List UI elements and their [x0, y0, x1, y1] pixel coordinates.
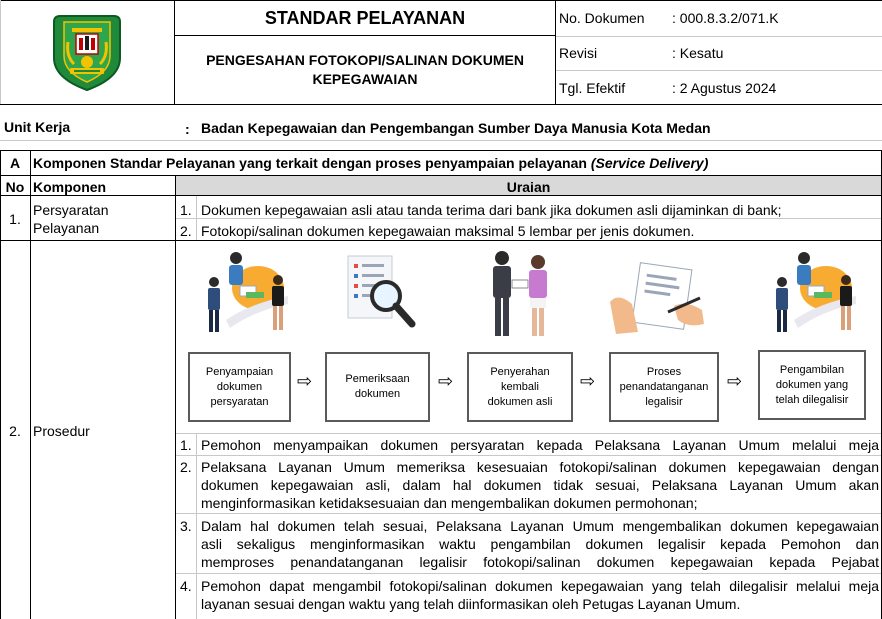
step-num-3: 3. [180, 518, 192, 534]
meta-value-effective-date: : 2 Agustus 2024 [672, 80, 777, 96]
requirement-num-1: 1. [180, 202, 192, 218]
requirement-text-2: Fotokopi/salinan dokumen kepegawaian maksimal 5 lembar per jenis dokumen. [201, 223, 695, 239]
section-letter: A [9, 155, 21, 171]
flow-step-3-line3: dokumen asli [487, 395, 553, 408]
component-persyaratan-line2: Pelayanan [33, 220, 100, 236]
step-text-3-line2: asli sekaligus menginformasikan waktu pengambilan dokumen legalisir kepada Pemohon dan [201, 536, 879, 552]
row-number-1: 1. [9, 211, 21, 227]
step-num-4: 4. [180, 578, 192, 594]
flow-step-2-line1: Pemeriksaan [345, 373, 410, 385]
meta-value-revision: : Kesatu [672, 45, 724, 61]
meta-value-document-number: : 000.8.3.2/071.K [672, 10, 779, 26]
flow-arrow-2: ⇨ [438, 371, 454, 391]
component-persyaratan-line1: Persyaratan [33, 202, 109, 218]
step-text-2-line2: dokumen kepegawaian asli, dalam hal dokumen tidak sesuai, Pelaksana Layanan Umum akan [201, 477, 879, 493]
document-subtitle-line2: KEPEGAWAIAN [312, 71, 418, 87]
flow-step-1-line1: Penyampaian [205, 365, 274, 378]
column-header-description: Uraian [506, 179, 551, 195]
unit-value: Badan Kepegawaian dan Pengembangan Sumber Daya Manusia Kota Medan [201, 120, 711, 136]
flow-step-3-line1: Penyerahan [490, 365, 550, 378]
section-title-italic: (Service Delivery) [590, 155, 709, 171]
flow-step-4-line3: legalisir [645, 395, 683, 408]
step-num-1: 1. [180, 437, 192, 453]
step-text-3-line3: memproses penandatanganan legalisir fotokopi/salinan dokumen kepegawaian kepada Pejabat [201, 554, 879, 570]
document-title: STANDAR PELAYANAN [264, 8, 466, 28]
step-text-3-line1: Dalam hal dokumen telah sesuai, Pelaksana Layanan Umum mengembalikan dokumen kepegawaian [201, 518, 879, 534]
flow-step-5-box [758, 350, 866, 420]
document-review-illustration [340, 252, 420, 338]
step-text-4-line1: Pemohon dapat mengambil fotokopi/salinan dokumen kepegawaian yang telah dilegalisir melalui meja [201, 578, 879, 594]
column-header-no: No [5, 179, 25, 195]
city-emblem-logo [50, 12, 124, 92]
document-subtitle-line1: PENGESAHAN FOTOKOPI/SALINAN DOKUMEN [206, 52, 524, 68]
flow-step-3-line2: kembali [501, 380, 539, 393]
step-text-2-line3: menginformasikan ketidaksesuaian dan mengembalikan dokumen permohonan; [201, 495, 698, 511]
component-prosedur: Prosedur [33, 423, 90, 439]
flow-arrow-1: ⇨ [297, 371, 313, 391]
flow-step-5-line2: dokumen yang [775, 378, 849, 391]
step-text-4-line2: layanan sesuai dengan waktu yang telah diinformasikan oleh Petugas Layanan Umum. [201, 596, 741, 612]
flow-step-3-box [467, 352, 573, 422]
meta-label-revision: Revisi [559, 45, 598, 61]
meta-label-effective-date: Tgl. Efektif [559, 80, 626, 96]
row-number-2: 2. [9, 423, 21, 439]
flow-step-4-box [609, 352, 719, 422]
signing-document-illustration [608, 262, 708, 338]
step-text-1-line1: Pemohon menyampaikan dokumen persyaratan kepada Pelaksana Layanan Umum melalui meja [201, 437, 879, 453]
flow-step-1-box [188, 352, 291, 422]
flow-step-2-line2: dokumen [354, 388, 401, 400]
flow-step-2-box [325, 352, 430, 422]
flow-step-5-line3: telah dilegalisir [775, 393, 849, 406]
section-title-row [33, 155, 708, 172]
flow-step-1-line3: persyaratan [210, 395, 269, 408]
column-header-component: Komponen [33, 179, 107, 195]
service-desk-illustration-2 [764, 248, 864, 340]
step-num-2: 2. [180, 459, 192, 475]
service-desk-illustration-1 [196, 248, 296, 340]
document-handover-illustration [482, 248, 562, 340]
flow-step-4-line1: Proses [646, 365, 682, 378]
step-text-2-line1: Pelaksana Layanan Umum memeriksa kesesuaian fotokopi/salinan dokumen kepegawaian dengan [201, 459, 879, 475]
flow-step-1-line2: dokumen [216, 380, 263, 393]
section-title: Komponen Standar Pelayanan yang terkait dengan proses penyampaian pelayanan [33, 155, 587, 171]
meta-label-document-number: No. Dokumen [559, 10, 645, 26]
unit-colon: : [185, 121, 190, 137]
requirement-num-2: 2. [180, 223, 192, 239]
requirement-text-1: Dokumen kepegawaian asli atau tanda terima dari bank jika dokumen asli dijaminkan di bank; [201, 202, 782, 218]
flow-arrow-4: ⇨ [727, 371, 743, 391]
flow-arrow-3: ⇨ [580, 371, 596, 391]
flow-step-5-line1: Pengambilan [779, 363, 845, 376]
unit-label: Unit Kerja [4, 119, 71, 135]
flow-step-4-line2: penandatanganan [619, 380, 709, 393]
